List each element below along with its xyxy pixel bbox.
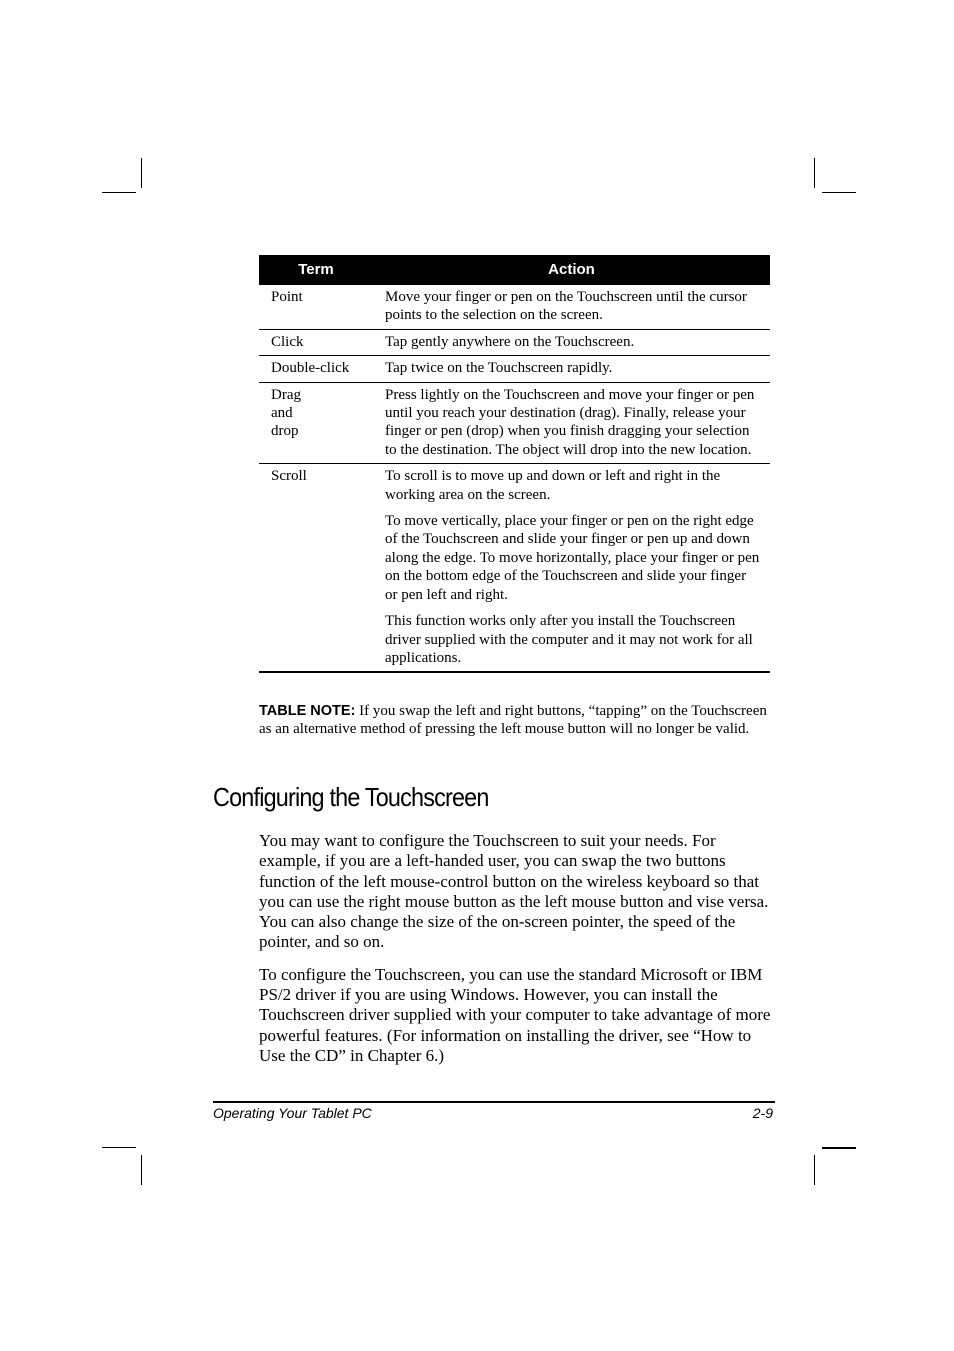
term-cell: Scroll: [259, 464, 373, 673]
term-cell: Point: [259, 285, 373, 329]
action-paragraph: To move vertically, place your finger or pen on the right edge of the Touchscreen and slide your finger or pen up and down along the edge. To move horizontally, place your finger or pen on the bottom edge of the Touchscreen and slide your finger or pen left and right.: [385, 513, 760, 603]
term-column-header: Term: [259, 255, 373, 285]
action-paragraph: Tap gently anywhere on the Touchscreen.: [385, 333, 635, 350]
action-paragraph: This function works only after you install the Touchscreen driver supplied with the computer and it may not work for all applications.: [385, 613, 753, 666]
action-paragraph: Press lightly on the Touchscreen and move your finger or pen until you reach your destination (drag). Finally, release your finger or pen (drop) when you finish dragging your selection to the destination. The object will drop into the new location.: [385, 386, 755, 458]
footer-rule: [213, 1101, 775, 1103]
table-row: [259, 329, 770, 355]
crop-mark: [814, 1155, 815, 1185]
section-heading: Configuring the Touchscreen: [213, 782, 489, 812]
crop-mark: [822, 192, 856, 193]
crop-mark: [814, 158, 815, 188]
crop-mark: [141, 1155, 142, 1185]
table-note-text: If you swap the left and right buttons, “tapping” on the Touchscreen as an alternative method of pressing the left mouse button will no longer be valid.: [259, 703, 767, 738]
action-cell: [373, 382, 770, 464]
crop-mark: [141, 158, 142, 188]
crop-mark: [822, 1147, 856, 1149]
body-paragraph: To configure the Touchscreen, you can use the standard Microsoft or IBM PS/2 driver if you are using Windows. However, you can install the Touchscreen driver supplied with your computer to take advantage of more powerful features. (For information on installing the driver, see “How to Use the CD” in Chapter 6.): [259, 964, 771, 1065]
table-row: [259, 356, 770, 382]
action-column-header: Action: [373, 255, 770, 285]
terms-table: [259, 255, 770, 673]
table-row: [259, 464, 770, 673]
table-header-row: [259, 255, 770, 285]
action-cell: [373, 329, 770, 355]
body-paragraph: You may want to configure the Touchscreen to suit your needs. For example, if you are a left-handed user, you can swap the two buttons function of the left mouse-control button on the wireless keyboard so that you can use the right mouse button as the left mouse button and vise versa. You can also change the size of the on-screen pointer, the speed of the pointer, and so on.: [259, 831, 769, 952]
page-number: 2-9: [752, 1105, 773, 1121]
action-cell: [373, 464, 770, 673]
table-row: [259, 285, 770, 329]
table-note-label: TABLE NOTE:: [259, 703, 356, 719]
action-cell: [373, 356, 770, 382]
table-row: [259, 382, 770, 464]
term-cell: Double-click: [259, 356, 373, 382]
action-paragraph: Move your finger or pen on the Touchscreen until the cursor points to the selection on the screen.: [385, 289, 747, 324]
term-cell: Drag and drop: [259, 382, 373, 464]
table-note: [259, 702, 774, 739]
action-cell: [373, 285, 770, 329]
crop-mark: [102, 1147, 136, 1148]
footer-title: Operating Your Tablet PC: [213, 1105, 372, 1121]
action-paragraph: Tap twice on the Touchscreen rapidly.: [385, 360, 613, 377]
crop-mark: [102, 192, 136, 193]
action-paragraph: To scroll is to move up and down or left and right in the working area on the screen.: [385, 468, 721, 503]
section-body: [259, 831, 775, 1078]
term-cell: Click: [259, 329, 373, 355]
terms-table-body: [259, 285, 770, 672]
